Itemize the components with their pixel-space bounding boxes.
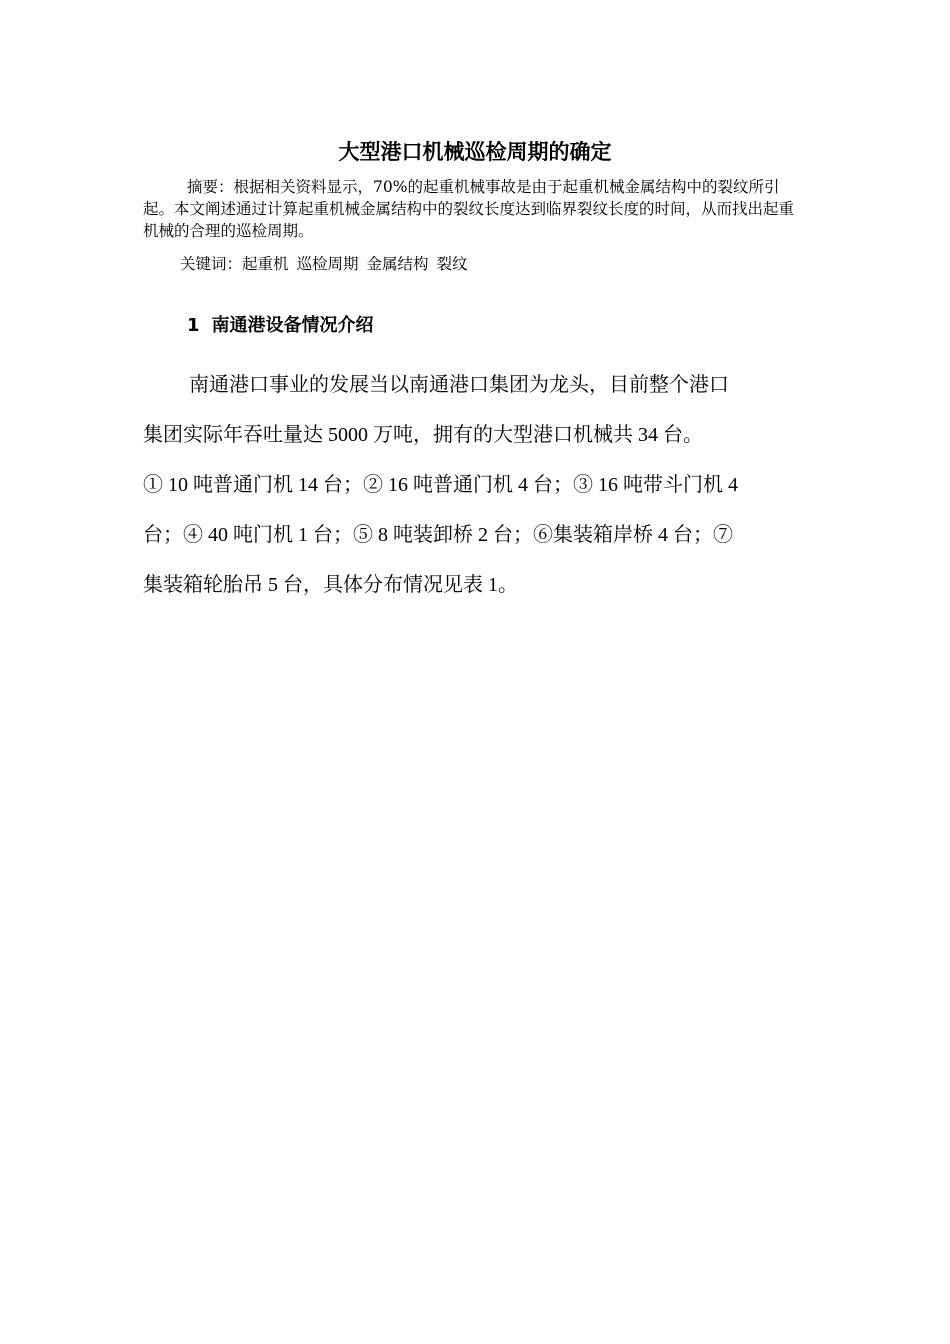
keywords-label: 关键词： xyxy=(180,255,243,273)
section-heading xyxy=(187,313,374,339)
paragraph-line: 台；④ 40 吨门机 1 台；⑤ 8 吨装卸桥 2 台；⑥集装箱岸桥 4 台；⑦ xyxy=(143,524,733,546)
section-number: 1 xyxy=(187,315,200,336)
keywords-line xyxy=(143,253,808,275)
abstract-paragraph xyxy=(143,176,808,242)
keyword-item: 巡检周期 xyxy=(296,255,359,273)
section-title: 南通港设备情况介绍 xyxy=(211,315,374,336)
keyword-item: 起重机 xyxy=(242,255,289,273)
abstract-label: 摘要： xyxy=(187,178,234,196)
paragraph-line: 集团实际年吞吐量达 5000 万吨，拥有的大型港口机械共 34 台。 xyxy=(143,424,703,446)
paragraph-line: ① 10 吨普通门机 14 台；② 16 吨普通门机 4 台；③ 16 吨带斗门机 4 xyxy=(143,474,738,496)
keyword-item: 裂纹 xyxy=(436,255,468,273)
paragraph-line: 集装箱轮胎吊 5 台，具体分布情况见表 1。 xyxy=(143,574,518,596)
paragraph-line: 南通港口事业的发展当以南通港口集团为龙头，目前整个港口 xyxy=(189,374,729,396)
document-title: 大型港口机械巡检周期的确定 xyxy=(338,140,612,164)
abstract-text: 根据相关资料显示，70%的起重机械事故是由于起重机械金属结构中的裂纹所引起。本文阐述通过计算起重机械金属结构中的裂纹长度达到临界裂纹长度的时间，从而找出起重机械的合理的巡检周期。 xyxy=(143,178,795,240)
keyword-item: 金属结构 xyxy=(366,255,429,273)
section-paragraph xyxy=(143,360,808,610)
